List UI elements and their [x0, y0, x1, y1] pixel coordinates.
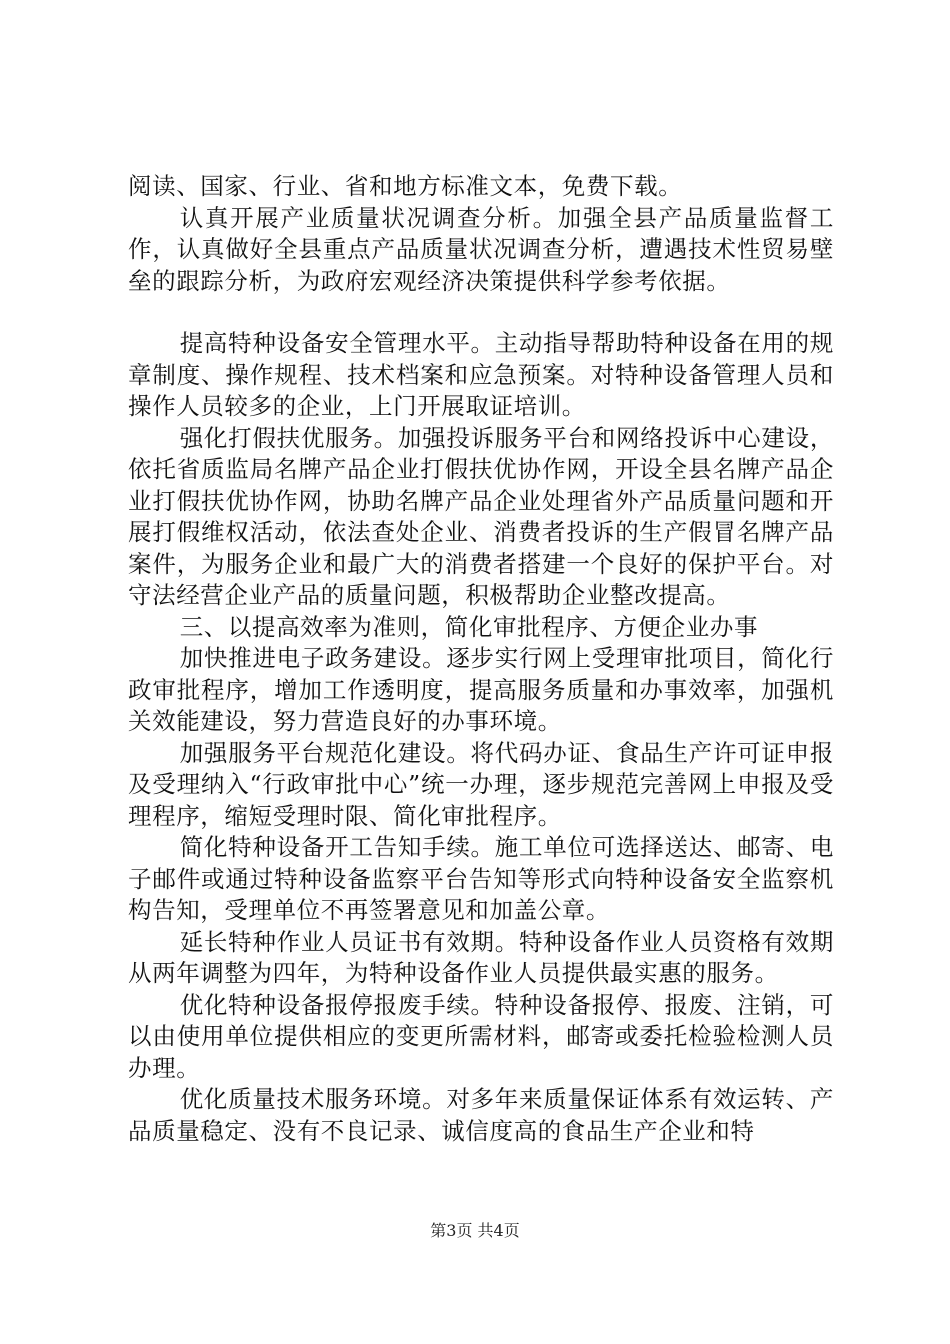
paragraph-gap: [128, 297, 834, 328]
paragraph-10: 优化质量技术服务环境。对多年来质量保证体系有效运转、产品质量稳定、没有不良记录、诚信度高的食品生产企业和特: [128, 1085, 834, 1145]
page-number-footer: 第3页 共4页: [430, 1221, 520, 1240]
paragraph-8: 延长特种作业人员证书有效期。特种设备作业人员资格有效期从两年调整为四年，为特种设备作业人员提供最实惠的服务。: [128, 927, 834, 987]
paragraph-6: 加强服务平台规范化建设。将代码办证、食品生产许可证申报及受理纳入“行政审批中心”统一办理，逐步规范完善网上申报及受理程序，缩短受理时限、简化审批程序。: [128, 738, 834, 830]
paragraph-7: 简化特种设备开工告知手续。施工单位可选择送达、邮寄、电子邮件或通过特种设备监察平台告知等形式向特种设备安全监察机构告知，受理单位不再签署意见和加盖公章。: [128, 833, 834, 924]
paragraph-1: 阅读、国家、行业、省和地方标准文本，免费下载。: [128, 172, 683, 200]
section-heading: 三、以提高效率为准则，简化审批程序、方便企业办事: [179, 612, 759, 641]
paragraph-3: 提高特种设备安全管理水平。主动指导帮助特种设备在用的规章制度、操作规程、技术档案和应急预案。对特种设备管理人员和操作人员较多的企业，上门开展取证培训。: [128, 329, 834, 420]
paragraph-5: 加快推进电子政务建设。逐步实行网上受理审批项目，简化行政审批程序，增加工作透明度，提高服务质量和办事效率，加强机关效能建设，努力营造良好的办事环境。: [128, 644, 834, 735]
document-body: [128, 171, 834, 1147]
paragraph-4: 强化打假扶优服务。加强投诉服务平台和网络投诉中心建设，依托省质监局名牌产品企业打假扶优协作网，开设全县名牌产品企业打假扶优协作网，协助名牌产品企业处理省外产品质量问题和开展打假维权活动，依法查处企业、消费者投诉的生产假冒名牌产品案件，为服务企业和最广大的消费者搭建一个良好的保护平台。对守法经营企业产品的质量问题，积极帮助企业整改提高。: [128, 423, 834, 609]
paragraph-9: 优化特种设备报停报废手续。特种设备报停、报废、注销，可以由使用单位提供相应的变更所需材料，邮寄或委托检验检测人员办理。: [128, 990, 834, 1082]
paragraph-2: 认真开展产业质量状况调查分析。加强全县产品质量监督工作，认真做好全县重点产品质量状况调查分析，遭遇技术性贸易壁垒的跟踪分析，为政府宏观经济决策提供科学参考依据。: [128, 203, 834, 295]
